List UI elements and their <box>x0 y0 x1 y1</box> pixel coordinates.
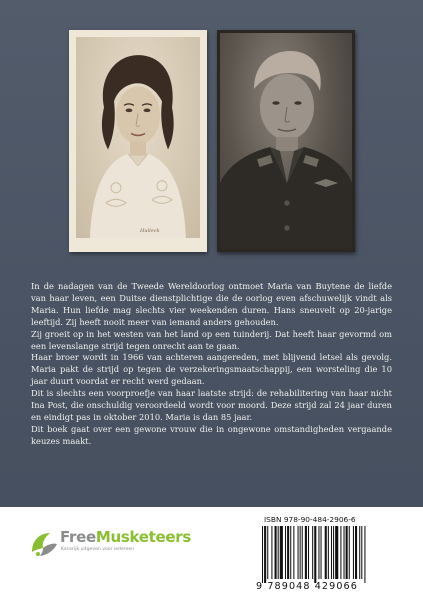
barcode-bar <box>344 526 345 579</box>
isbn-label: ISBN 978-90-484-2906-6 <box>264 515 356 524</box>
publisher-tagline: Kansrijk uitgeven voor iedereen <box>61 547 135 552</box>
barcode-bar <box>331 526 332 579</box>
barcode-bar <box>346 526 348 579</box>
barcode-bar <box>321 526 322 579</box>
barcode-bar <box>359 526 360 579</box>
barcode-bar <box>349 526 350 579</box>
barcode-bar <box>280 526 283 579</box>
barcode-bar <box>364 526 365 583</box>
publisher-name-part2: Musketeers <box>95 528 191 546</box>
blurb-paragraph: Dit is slechts een voorproefje van haar laatste strijd: de rehabilitering van haar nicht Ina Post, die onschuldig veroordeeld wordt voor moord. Deze strijd zal 24 jaar duren en eindigt pas in oktober 2010. Maria is dan 85 jaar. <box>31 388 392 422</box>
barcode-bar <box>312 526 313 579</box>
blurb-paragraph: Dit boek gaat over een gewone vrouw die in ongewone omstandigheden vergaande keuzes maakt. <box>31 423 392 446</box>
barcode-bar <box>308 526 309 579</box>
barcode-bar <box>287 526 289 579</box>
barcode-bar <box>278 526 279 579</box>
barcode-bar <box>355 526 357 579</box>
photo-soldier-image <box>220 33 352 249</box>
barcode-digits: 9 789048 429066 <box>256 581 358 592</box>
barcode-bar <box>298 526 299 579</box>
barcode-bar <box>290 526 291 579</box>
barcode-bar <box>353 526 354 579</box>
isbn-barcode-block <box>256 515 396 593</box>
blurb <box>31 281 392 448</box>
blurb-paragraph: In de nadagen van de Tweede Wereldoorlog ontmoet Maria van Buytene de liefde van haar leven, een Duitse dienstplichtige die de oorlog even afschuwelijk vindt als Maria. Hun liefde mag slechts vier weekenden duren. Hans sneuvelt op 20-jarige leeftijd. Zij heeft nooit meer van iemand anders gehouden. <box>31 281 392 327</box>
barcode-bar <box>262 526 263 583</box>
publisher-name <box>60 530 191 545</box>
barcode-bar <box>271 526 272 579</box>
barcode-bar <box>325 526 327 579</box>
photo-woman-image <box>76 37 200 238</box>
barcode-bar <box>305 526 307 579</box>
barcode <box>260 526 392 583</box>
blurb-paragraph: Haar broer wordt in 1966 van achteren aangereden, met blijvend letsel als gevolg. Maria pakt de strijd op tegen de verzekeringsmaatschappij, een worsteling die 10 jaar duurt voordat er recht werd gedaan. <box>31 352 392 387</box>
barcode-bar <box>328 526 329 579</box>
barcode-bar <box>335 526 338 579</box>
blurb-paragraph: Zij groeit op in het westen van het land op een tuinderij. Dat heeft haar gevormd om een levenslange strijd tegen onrecht aan te gaan. <box>31 328 392 351</box>
barcode-bar <box>318 526 319 579</box>
musketeers-logo-icon <box>30 530 58 558</box>
barcode-bar <box>275 526 277 579</box>
barcode-bar <box>267 526 268 579</box>
barcode-bar <box>361 526 362 579</box>
publisher-name-part1: Free <box>60 528 96 546</box>
barcode-bar <box>264 526 266 583</box>
barcode-bar <box>314 526 316 583</box>
publisher-logo <box>30 524 191 560</box>
barcode-bar <box>293 526 294 579</box>
soldier-portrait-illustration <box>220 33 352 249</box>
photo-soldier <box>217 30 355 252</box>
barcode-bar <box>285 526 286 579</box>
barcode-bar <box>302 526 303 579</box>
barcode-bar <box>300 526 301 579</box>
photo-signature: Hulleck <box>140 228 160 234</box>
barcode-bar <box>333 526 334 579</box>
barcode-bar <box>340 526 341 579</box>
woman-portrait-illustration <box>76 37 200 238</box>
photo-woman <box>69 30 207 252</box>
